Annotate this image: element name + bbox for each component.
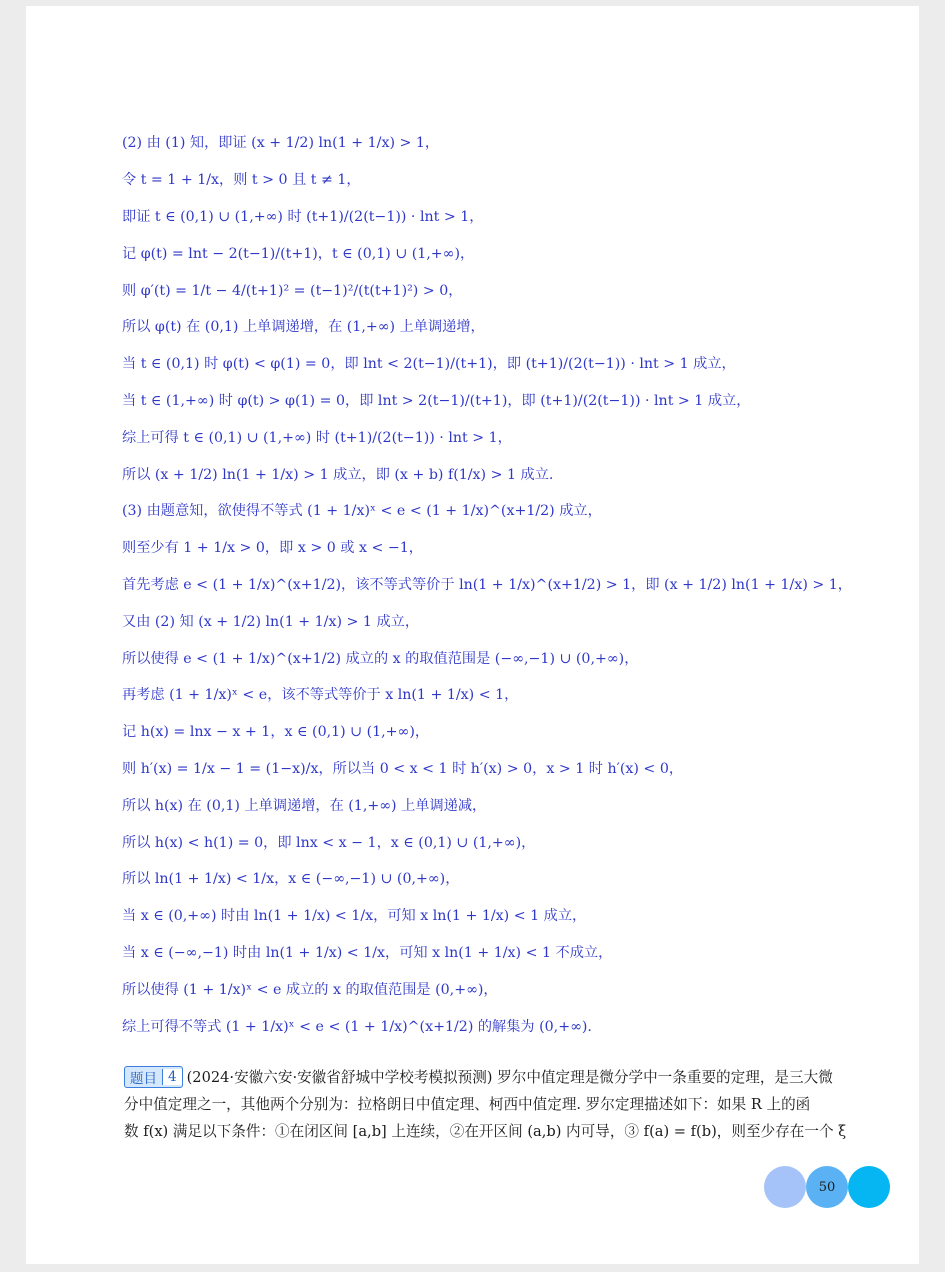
solution-line: 则 h′(x) = 1/x − 1 = (1−x)/x，所以当 0 < x < 1 时 h′(x) > 0，x > 1 时 h′(x) < 0， xyxy=(122,760,684,777)
solution-line: 所以使得 (1 + 1/x)ˣ < e 成立的 x 的取值范围是 (0,+∞)， xyxy=(122,981,498,998)
problem-line xyxy=(124,1063,884,1090)
solution-line: 又由 (2) 知 (x + 1/2) ln(1 + 1/x) > 1 成立， xyxy=(122,613,420,630)
page-circle-decor xyxy=(848,1166,890,1208)
solution-line: 所以 ln(1 + 1/x) < 1/x，x ∈ (−∞,−1) ∪ (0,+∞)， xyxy=(122,871,460,888)
solution-line: 令 t = 1 + 1/x，则 t > 0 且 t ≠ 1， xyxy=(122,172,361,189)
problem-tag-number: 4 xyxy=(162,1069,182,1085)
solution-line: 当 t ∈ (1,+∞) 时 φ(t) > φ(1) = 0，即 lnt > 2(t−1)/(t+1)，即 (t+1)/(2(t−1)) · lnt > 1 成立， xyxy=(122,392,751,409)
solution-line: 当 t ∈ (0,1) 时 φ(t) < φ(1) = 0，即 lnt < 2(t−1)/(t+1)，即 (t+1)/(2(t−1)) · lnt > 1 成立， xyxy=(122,356,736,373)
problem-tag-label: 题目 xyxy=(130,1070,157,1087)
solution-line: 当 x ∈ (−∞,−1) 时由 ln(1 + 1/x) < 1/x，可知 x ln(1 + 1/x) < 1 不成立， xyxy=(122,944,613,961)
solution-line: 所以 φ(t) 在 (0,1) 上单调递增，在 (1,+∞) 上单调递增， xyxy=(122,319,485,336)
solution-line: (3) 由题意知，欲使得不等式 (1 + 1/x)ˣ < e < (1 + 1/x)^(x+1/2) 成立， xyxy=(122,503,602,520)
solution-line: (2) 由 (1) 知，即证 (x + 1/2) ln(1 + 1/x) > 1， xyxy=(122,135,440,152)
problem-block xyxy=(124,1063,884,1144)
solution-line: 所以 h(x) 在 (0,1) 上单调递增，在 (1,+∞) 上单调递减， xyxy=(122,797,487,814)
solution-line: 所以 h(x) < h(1) = 0，即 lnx < x − 1，x ∈ (0,1) ∪ (1,+∞)， xyxy=(122,834,536,851)
problem-line xyxy=(124,1090,884,1117)
page-number: 50 xyxy=(806,1166,848,1208)
solution-line: 再考虑 (1 + 1/x)ˣ < e，该不等式等价于 x ln(1 + 1/x) < 1， xyxy=(122,687,519,704)
problem-text: 数 f(x) 满足以下条件：①在闭区间 [a,b] 上连续，②在开区间 (a,b) 内可导，③ f(a) = f(b)，则至少存在一个 ξ xyxy=(124,1123,847,1140)
solution-line: 所以 (x + 1/2) ln(1 + 1/x) > 1 成立，即 (x + b) f(1/x) > 1 成立. xyxy=(122,466,554,483)
solution-line: 综上可得 t ∈ (0,1) ∪ (1,+∞) 时 (t+1)/(2(t−1)) · lnt > 1， xyxy=(122,429,512,446)
problem-text: (2024·安徽六安·安徽省舒城中学校考模拟预测) 罗尔中值定理是微分学中一条重要的定理，是三大微 xyxy=(186,1069,833,1086)
problem-tag xyxy=(124,1066,183,1088)
solution-block xyxy=(122,124,882,1044)
page-circle-decor xyxy=(764,1166,806,1208)
solution-line: 所以使得 e < (1 + 1/x)^(x+1/2) 成立的 x 的取值范围是 (−∞,−1) ∪ (0,+∞)， xyxy=(122,650,639,667)
solution-line: 则 φ′(t) = 1/t − 4/(t+1)² = (t−1)²/(t(t+1)²) > 0， xyxy=(122,282,463,299)
solution-line: 即证 t ∈ (0,1) ∪ (1,+∞) 时 (t+1)/(2(t−1)) · lnt > 1， xyxy=(122,208,484,225)
solution-line: 首先考虑 e < (1 + 1/x)^(x+1/2)，该不等式等价于 ln(1 + 1/x)^(x+1/2) > 1，即 (x + 1/2) ln(1 + 1/x) > 1， xyxy=(122,576,852,593)
problem-line xyxy=(124,1117,884,1144)
solution-line: 当 x ∈ (0,+∞) 时由 ln(1 + 1/x) < 1/x，可知 x ln(1 + 1/x) < 1 成立， xyxy=(122,908,587,925)
problem-text: 分中值定理之一，其他两个分别为：拉格朗日中值定理、柯西中值定理. 罗尔定理描述如下：如果 R 上的函 xyxy=(124,1096,811,1113)
document-page xyxy=(26,6,919,1264)
page-indicator xyxy=(764,1166,894,1212)
solution-line: 综上可得不等式 (1 + 1/x)ˣ < e < (1 + 1/x)^(x+1/2) 的解集为 (0,+∞). xyxy=(122,1018,592,1035)
solution-line: 记 φ(t) = lnt − 2(t−1)/(t+1)，t ∈ (0,1) ∪ (1,+∞)， xyxy=(122,245,475,262)
solution-line: 则至少有 1 + 1/x > 0，即 x > 0 或 x < −1， xyxy=(122,540,423,557)
solution-line: 记 h(x) = lnx − x + 1，x ∈ (0,1) ∪ (1,+∞)， xyxy=(122,724,430,741)
